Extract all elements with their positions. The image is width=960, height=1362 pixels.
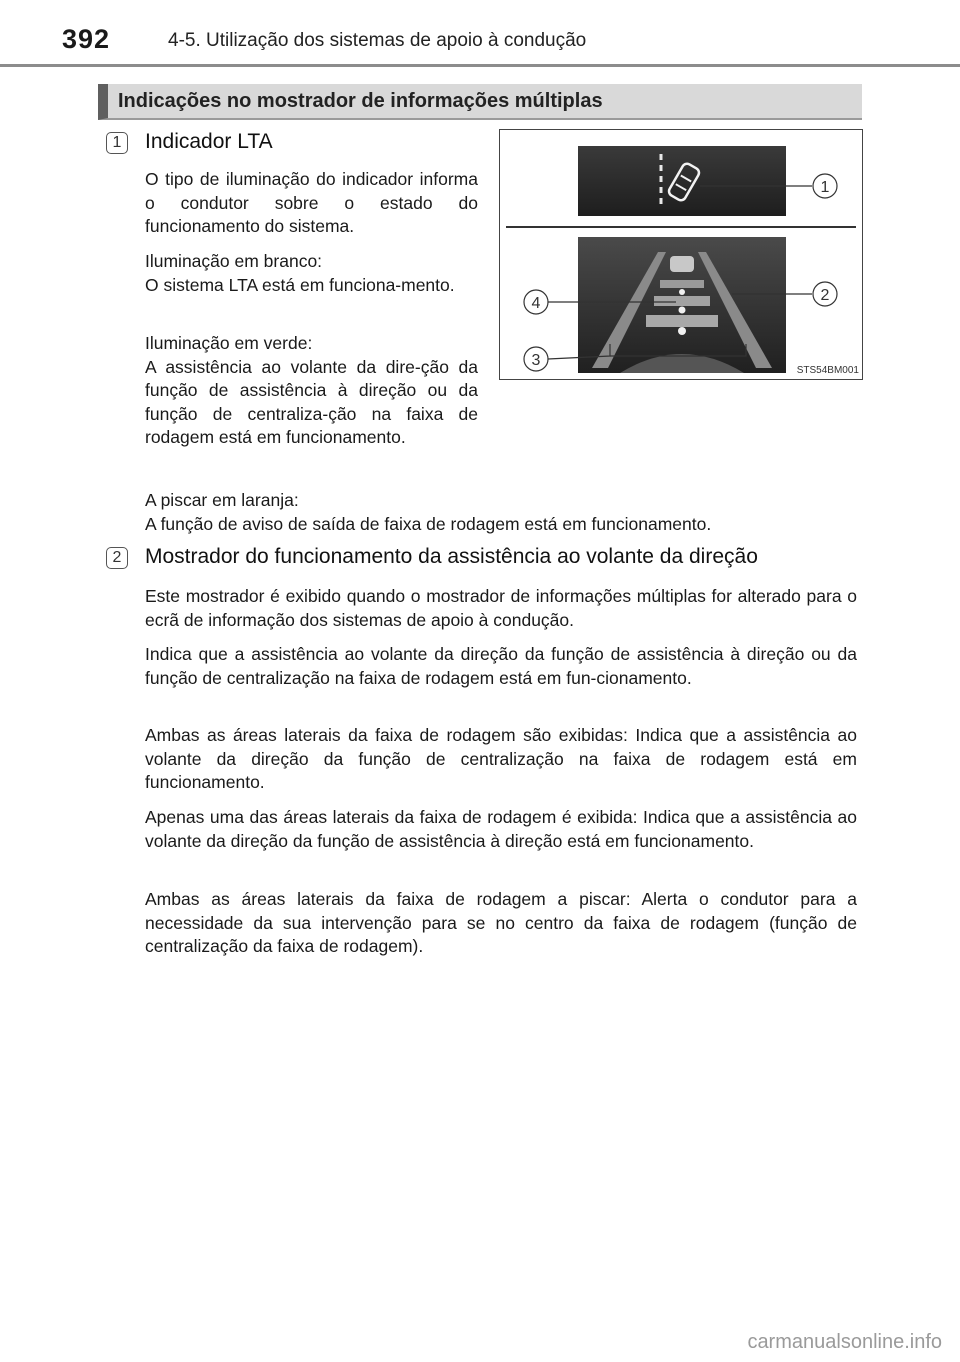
vehicle-ahead-icon	[670, 256, 694, 272]
item-1-title: Indicador LTA	[145, 130, 273, 153]
item-2-paragraph: Ambas as áreas laterais da faixa de rodagem são exibidas: Indica que a assistência ao volante da direção da função de centralização na faixa de rodagem está em funcionamento.	[145, 725, 857, 792]
callout-4-label: 4	[531, 295, 541, 312]
lane-dot	[679, 289, 685, 295]
orange-state-text: A função de aviso de saída de faixa de rodagem está em funcionamento.	[145, 513, 712, 534]
section-heading-text: Indicações no mostrador de informações múltiplas	[118, 90, 603, 112]
item-1-orange-state	[145, 489, 860, 536]
item-1-white-state	[145, 250, 478, 297]
green-state-label: Iluminação em verde:	[145, 333, 313, 353]
item-2-number-badge: 2	[106, 547, 128, 569]
watermark: carmanualsonline.info	[747, 1331, 942, 1353]
item-2-title: Mostrador do funcionamento da assistência ao volante da direção	[145, 545, 758, 568]
item-1-number-badge: 1	[106, 132, 128, 154]
page-number: 392	[62, 24, 111, 54]
lane-bar	[646, 315, 718, 327]
callout-1-label: 1	[820, 179, 830, 196]
white-state-label: Iluminação em branco:	[145, 251, 323, 271]
item-2-paragraph: Este mostrador é exibido quando o mostrador de informações múltiplas for alterado para o ecrã de informação dos sistemas de apoio à condução.	[145, 586, 857, 630]
item-2-paragraph: Ambas as áreas laterais da faixa de rodagem a piscar: Alerta o condutor para a necessidade da sua intervenção para se no centro da faixa de rodagem (função de centralização da faixa de rodagem).	[145, 889, 857, 956]
callout-3-label: 3	[531, 352, 541, 369]
indicator-screen	[578, 146, 786, 216]
lta-display-illustration	[499, 129, 863, 380]
header-divider	[0, 64, 960, 67]
figure-code: STS54BM001	[796, 365, 859, 376]
lane-dot	[679, 307, 686, 314]
orange-state-label: A piscar em laranja:	[145, 490, 299, 510]
item-2-paragraph: Apenas uma das áreas laterais da faixa de rodagem é exibida: Indica que a assistência ao volante da direção da função de assistência à direção está em funcionamento.	[145, 807, 857, 851]
lta-display-svg	[500, 130, 862, 379]
item-1-description: O tipo de iluminação do indicador informa o condutor sobre o estado do funcionamento do sistema.	[145, 169, 478, 236]
lane-dot	[678, 327, 686, 335]
lane-bar	[654, 296, 710, 306]
item-1-green-state	[145, 332, 478, 450]
chapter-title: 4-5. Utilização dos sistemas de apoio à condução	[168, 30, 587, 51]
green-state-text: A assistência ao volante da dire-ção da função de assistência à direção ou da função de centraliza-ção na faixa de rodagem está em funcionamento.	[145, 356, 478, 447]
callout-2-label: 2	[820, 287, 830, 304]
lane-bar	[660, 280, 704, 288]
item-2-paragraph: Indica que a assistência ao volante da direção da função de assistência à direção ou da função de centralização na faixa de rodagem está em fun-cionamento.	[145, 644, 857, 688]
white-state-text: O sistema LTA está em funciona-mento.	[145, 274, 455, 295]
section-heading	[98, 84, 862, 120]
